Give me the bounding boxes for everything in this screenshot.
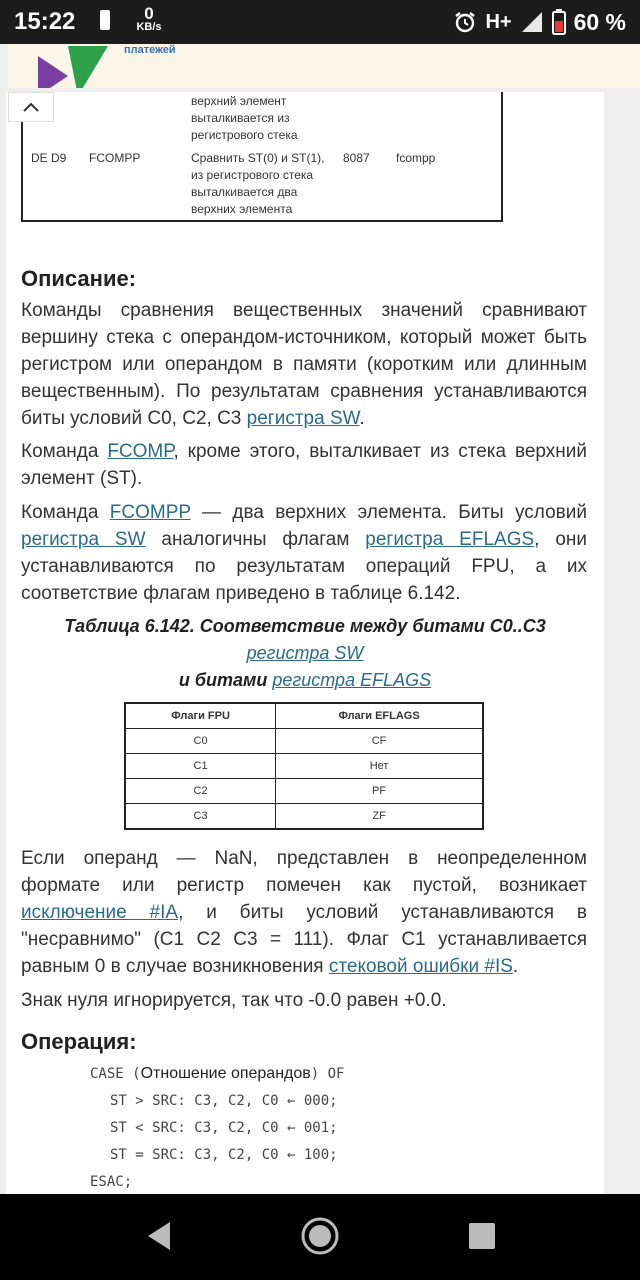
- table-cell: C2: [125, 779, 276, 804]
- back-icon[interactable]: [140, 1216, 180, 1256]
- column-header: Флаги FPU: [125, 703, 276, 729]
- collapse-button[interactable]: [8, 92, 54, 122]
- code-line: ST = SRC: C3, C2, C0 ← 100;: [110, 1147, 338, 1163]
- paragraph-3: Команда FCOMPP — два верхних элемента. Биты условий регистра SW аналогичны флагам регистра EFLAGS, они устанавливаются по результатам операций FPU, а их соответствие флагам приведено в таблице 6.142.: [21, 502, 587, 604]
- table-cell: Нет: [276, 754, 483, 779]
- link-exception-ia[interactable]: исключение #IA: [21, 902, 179, 923]
- table-cell: CF: [276, 729, 483, 754]
- link-register-sw[interactable]: регистра SW: [21, 529, 146, 550]
- desc-line: верхних элемента: [191, 202, 293, 216]
- signal-icon: [520, 10, 544, 34]
- code-line: CASE (Отношение операндов) OF: [90, 1065, 345, 1082]
- fragment-line: выталкивается из: [191, 111, 290, 125]
- code-line: ESAC;: [90, 1174, 133, 1190]
- navigation-bar: [0, 1194, 640, 1280]
- code-line: ST > SRC: C3, C2, C0 ← 000;: [110, 1093, 338, 1109]
- link-register-eflags[interactable]: регистра EFLAGS: [365, 529, 535, 550]
- desc-line: Сравнить ST(0) и ST(1),: [191, 151, 325, 165]
- link-stack-error-is[interactable]: стековой ошибки #IS: [328, 956, 513, 977]
- link-register-eflags[interactable]: регистра EFLAGS: [272, 670, 432, 690]
- operation-heading: Операция:: [21, 1029, 137, 1054]
- speed-value: 0: [144, 4, 154, 23]
- table-row: [125, 729, 483, 754]
- battery-percent: 60 %: [573, 8, 626, 35]
- cpu-cell: 8087: [343, 151, 370, 165]
- link-register-sw[interactable]: регистра SW: [246, 408, 360, 429]
- caption-line: Таблица 6.142. Соответствие между битами C0..C3: [64, 616, 546, 636]
- table-cell: C0: [125, 729, 276, 754]
- paragraph-2: Команда FCOMP, кроме этого, выталкивает из стека верхний элемент (ST).: [21, 441, 587, 489]
- fragment-line: верхний элемент: [191, 94, 287, 108]
- paragraph-4: Если операнд — NaN, представлен в неопределенном формате или регистр помечен как пустой, возникает исключение #IA, и биты условий устанавливаются в "несравнимо" (C1 C2 C3 = 111). Флаг C1 устанавливается равным 0 в случае возникновения стековой ошибки #IS.: [21, 848, 587, 977]
- paragraph-5: Знак нуля игнорируется, так что -0.0 равен +0.0.: [21, 990, 447, 1011]
- usage-cell: fcompp: [396, 151, 436, 165]
- table-row: [125, 779, 483, 804]
- recents-icon[interactable]: [462, 1216, 502, 1256]
- description-cell: [191, 150, 325, 218]
- network-speed: [134, 5, 164, 33]
- table-cell: PF: [276, 779, 483, 804]
- table-caption: Таблица 6.142. Соответствие между битами C0..C3 регистра SW и битами регистра EFLAGS: [6, 613, 604, 694]
- home-icon[interactable]: [300, 1216, 340, 1256]
- instruction-table: [21, 92, 503, 222]
- opcode-cell: DE D9: [31, 151, 67, 165]
- brand-text: платежей: [124, 44, 176, 56]
- chevron-up-icon: [22, 101, 40, 113]
- ad-banner[interactable]: [8, 44, 640, 88]
- article-content: [6, 92, 604, 1194]
- column-header: Флаги EFLAGS: [276, 703, 483, 729]
- table-row: [125, 754, 483, 779]
- status-bar: [0, 0, 640, 44]
- battery-icon: [552, 9, 566, 35]
- speed-unit: KB/s: [136, 21, 162, 33]
- link-fcomp[interactable]: FCOMP: [107, 441, 174, 462]
- table-row: [125, 804, 483, 830]
- alarm-icon: [453, 10, 477, 34]
- description-heading: Описание:: [21, 266, 137, 291]
- table-cell: C3: [125, 804, 276, 830]
- fragment-line: регистрового стека: [191, 128, 298, 142]
- table-cell: ZF: [276, 804, 483, 830]
- table-header-row: [125, 703, 483, 729]
- flags-table: [124, 702, 484, 830]
- brand-logo: [38, 44, 118, 88]
- link-fcompp[interactable]: FCOMPP: [109, 502, 191, 523]
- desc-line: выталкивается два: [191, 185, 298, 199]
- desc-fragment: [191, 93, 298, 144]
- desc-line: из регистрового стека: [191, 168, 314, 182]
- notification-icon: [98, 8, 112, 32]
- code-line: ST < SRC: C3, C2, C0 ← 001;: [110, 1120, 338, 1136]
- mnemonic-cell: FCOMPP: [89, 151, 141, 165]
- status-time: 15:22: [14, 8, 76, 35]
- link-register-sw[interactable]: регистра SW: [246, 643, 364, 663]
- table-cell: C1: [125, 754, 276, 779]
- network-type: H+: [485, 10, 512, 33]
- paragraph-1: Команды сравнения вещественных значений сравнивают вершину стека с операндом-источником, который может быть регистром или операндом в памяти (коротким или длинным вещественным). По результатам сравнения устанавливаются биты условий C0, C2, C3 регистра SW.: [21, 300, 587, 429]
